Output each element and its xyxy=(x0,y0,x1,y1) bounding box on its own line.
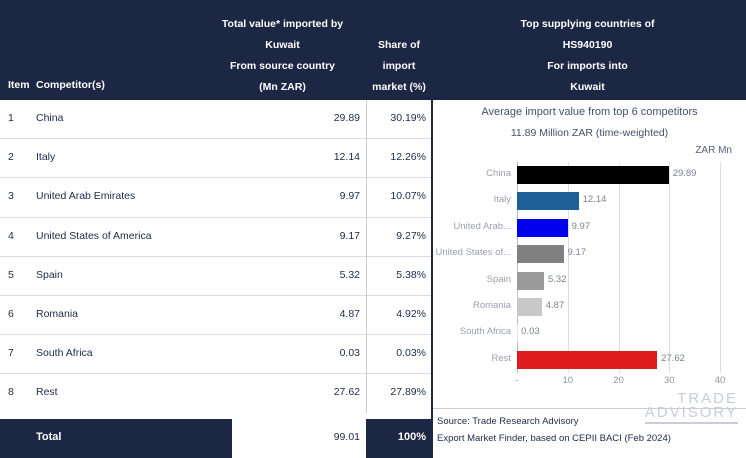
chart-x-tick: - xyxy=(515,375,519,386)
chart-category-label: Romania xyxy=(472,299,511,311)
logo-line-2: ADVISORY xyxy=(644,404,738,421)
chart-category-label: South Africa xyxy=(459,326,511,338)
header-share-line1: Share of xyxy=(377,39,420,51)
row-import-value: 5.32 xyxy=(339,268,360,281)
chart-x-axis xyxy=(515,375,726,389)
total-value: 99.01 xyxy=(333,431,360,443)
chart-bar xyxy=(517,245,564,263)
chart-bar xyxy=(517,298,542,316)
table-row xyxy=(0,218,432,257)
row-item-number: 8 xyxy=(8,386,14,399)
chart-bar xyxy=(517,272,544,290)
chart-plot-area xyxy=(435,162,720,373)
chart-bar xyxy=(517,351,657,369)
row-market-share: 5.38% xyxy=(396,268,426,281)
footer-source: Source: Trade Research Advisory xyxy=(437,416,579,427)
chart-bar-row xyxy=(453,215,720,241)
header-total-value-line3: From source country xyxy=(229,60,336,72)
chart-category-label: Italy xyxy=(493,194,511,206)
chart-category-label: United Arab... xyxy=(453,220,511,232)
chart-x-tick: 30 xyxy=(663,375,675,386)
chart-bar-row xyxy=(459,320,720,346)
row-competitor-name: United States of America xyxy=(36,229,152,242)
total-row xyxy=(0,419,432,458)
header-item: Item xyxy=(8,79,30,91)
chart-category-label: United States of... xyxy=(435,247,511,259)
row-item-number: 6 xyxy=(8,307,14,320)
header-total-value xyxy=(205,14,360,98)
logo-line-1: TRADE xyxy=(677,390,738,407)
table-row xyxy=(0,335,432,374)
chart-bar-value: 4.87 xyxy=(545,299,565,311)
chart-bar-value: 5.32 xyxy=(547,273,567,285)
row-market-share: 12.26% xyxy=(390,151,426,164)
row-import-value: 29.89 xyxy=(333,112,360,124)
chart-bar-row xyxy=(493,188,720,214)
chart-gridline xyxy=(720,162,721,373)
chart-bar-row xyxy=(486,268,720,294)
header-chart-line2: HS940190 xyxy=(562,39,613,51)
row-import-value: 12.14 xyxy=(333,151,360,164)
footer-note: Export Market Finder, based on CEPII BACI (Feb 2024) xyxy=(437,433,671,444)
row-market-share: 27.89% xyxy=(390,386,426,399)
total-label: Total xyxy=(36,431,62,443)
chart-bar-value: 29.89 xyxy=(672,168,697,179)
logo-underline xyxy=(645,422,738,424)
row-item-number: 5 xyxy=(8,268,14,281)
header-chart-line3: For imports into xyxy=(547,60,628,72)
total-share: 100% xyxy=(397,431,426,443)
row-import-value: 4.87 xyxy=(339,307,360,320)
row-competitor-name: Italy xyxy=(36,151,56,164)
chart-bar-row xyxy=(472,294,720,320)
chart-bar-value: 9.97 xyxy=(571,220,591,232)
row-market-share: 4.92% xyxy=(396,307,426,320)
chart-category-label: China xyxy=(486,168,511,179)
table-divider-value xyxy=(366,100,367,413)
row-market-share: 9.27% xyxy=(396,229,426,242)
total-value-cell xyxy=(232,419,366,458)
chart-bar xyxy=(517,219,568,237)
row-import-value: 27.62 xyxy=(333,386,360,399)
table-row xyxy=(0,257,432,296)
row-item-number: 3 xyxy=(8,190,14,203)
chart-x-tick: 20 xyxy=(613,375,624,386)
chart-bar-row xyxy=(486,162,720,188)
row-market-share: 30.19% xyxy=(390,112,426,124)
trade-advisory-logo xyxy=(645,392,738,424)
row-competitor-name: Spain xyxy=(36,268,63,281)
header-total-value-line1: Total value* imported by xyxy=(221,18,344,30)
row-item-number: 1 xyxy=(8,112,14,124)
row-item-number: 4 xyxy=(8,229,14,242)
table-row xyxy=(0,296,432,335)
chart-bar-value: 27.62 xyxy=(661,352,685,364)
header-chart-line1: Top supplying countries of xyxy=(520,18,655,30)
chart-unit-label: ZAR Mn xyxy=(695,145,732,156)
chart-bar-row xyxy=(435,241,720,267)
row-market-share: 0.03% xyxy=(396,347,426,360)
table-row xyxy=(0,139,432,178)
chart-title: Average import value from top 6 competitors xyxy=(481,106,698,118)
chart-bar-value: 0.03 xyxy=(521,326,540,338)
chart-x-tick: 40 xyxy=(714,375,726,386)
header-share xyxy=(364,35,434,98)
header-total-value-line2: Kuwait xyxy=(265,39,300,51)
row-import-value: 9.17 xyxy=(339,229,360,242)
row-import-value: 0.03 xyxy=(339,347,360,360)
row-competitor-name: China xyxy=(36,112,64,124)
row-competitor-name: United Arab Emirates xyxy=(36,190,136,203)
header-total-value-line4: (Mn ZAR) xyxy=(259,81,306,93)
table-header-band xyxy=(0,0,746,100)
table-row xyxy=(0,100,432,139)
chart-x-tick: 10 xyxy=(562,375,574,386)
table-row xyxy=(0,178,432,217)
chart-bar-value: 12.14 xyxy=(582,194,607,206)
row-market-share: 10.07% xyxy=(390,190,426,203)
row-import-value: 9.97 xyxy=(339,190,360,203)
header-chart-title xyxy=(440,14,735,98)
chart-category-label: Spain xyxy=(486,273,511,285)
chart-bar xyxy=(517,192,579,210)
table-row xyxy=(0,374,432,413)
row-competitor-name: South Africa xyxy=(36,347,93,360)
header-share-line3: market (%) xyxy=(372,81,426,93)
header-competitor: Competitor(s) xyxy=(36,79,105,91)
row-item-number: 7 xyxy=(8,347,14,360)
header-share-line2: import xyxy=(382,60,416,72)
chart-bar xyxy=(517,166,669,184)
competitor-table xyxy=(0,100,432,413)
chart-category-label: Rest xyxy=(491,352,511,364)
header-chart-line4: Kuwait xyxy=(570,81,605,93)
row-competitor-name: Romania xyxy=(36,307,79,320)
bar-chart xyxy=(433,100,746,405)
row-competitor-name: Rest xyxy=(36,386,58,399)
chart-bar-value: 9.17 xyxy=(567,247,587,259)
chart-bar-row xyxy=(491,347,720,373)
chart-subtitle: 11.89 Million ZAR (time-weighted) xyxy=(510,127,669,139)
row-item-number: 2 xyxy=(8,151,14,164)
